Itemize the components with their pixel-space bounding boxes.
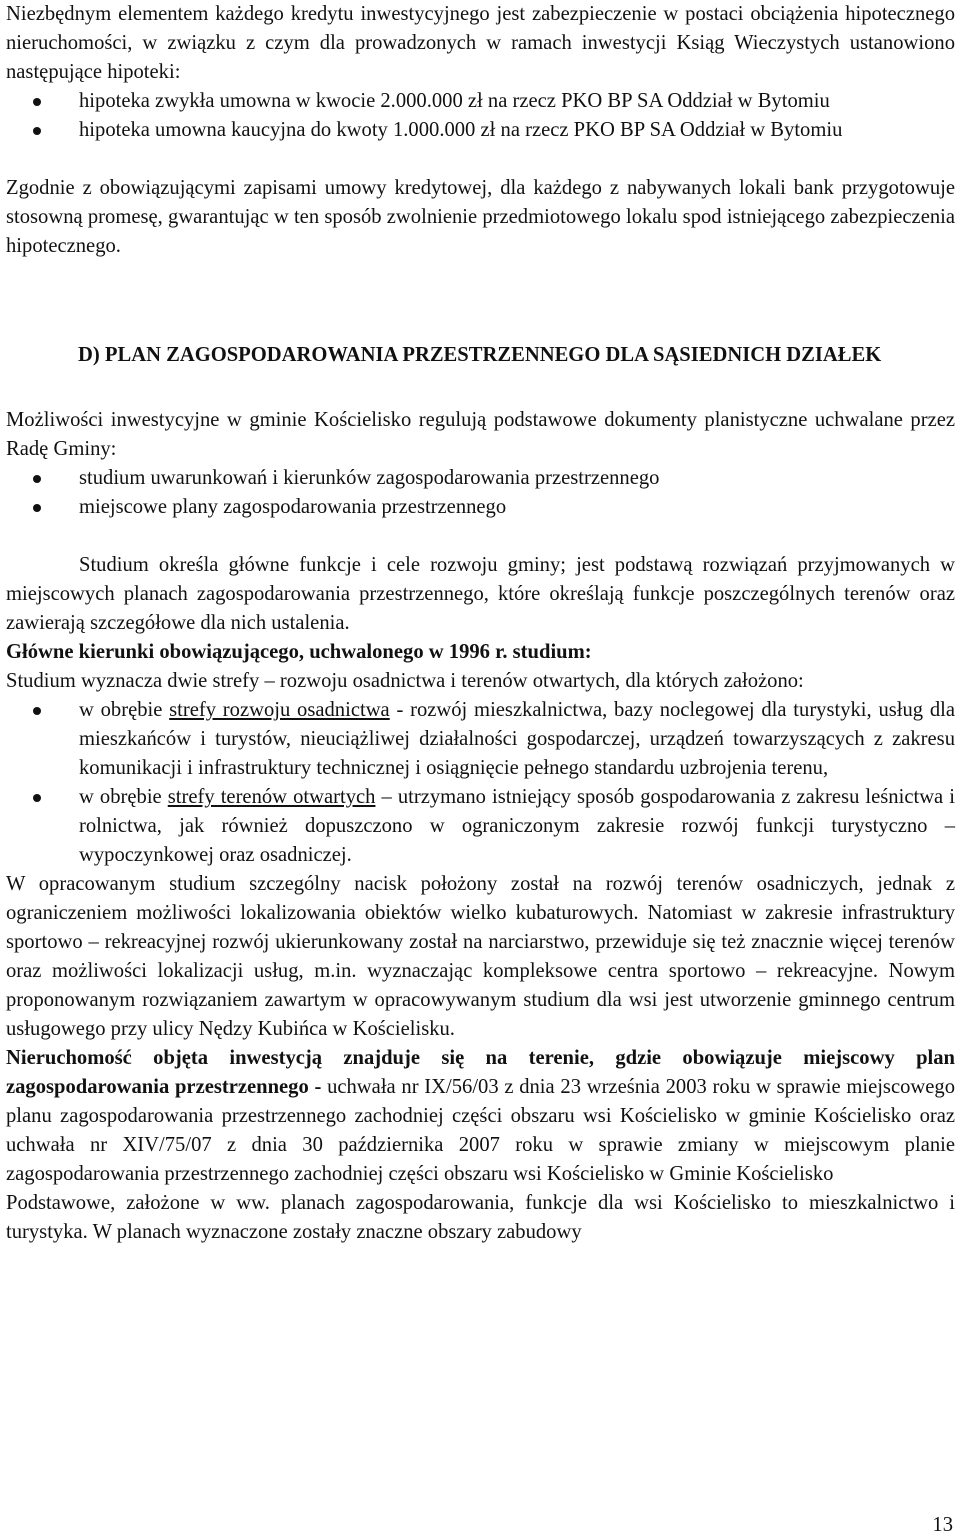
zones-list xyxy=(6,696,955,870)
emphasis-paragraph: W opracowanym studium szczególny nacisk położony został na rozwój terenów osadniczych, jednak z ograniczeniem możliwości lokalizowania obiektów wielko kubaturowych. Natomiast w zakresie infrastruktury sportowo – rekreacyjnej rozwój ukierunkowany został na narciarstwo, przewiduje się też znacznie więcej terenów oraz możliwości lokalizacji usług, m.in. wyznaczając kompleksowe centra sportowo – rekreacyjne. Nowym proponowanym rozwiązaniem zawartym w opracowywanym studium dla wsi jest utworzenie gminnego centrum usługowego przy ulicy Nędzy Kubińca w Kościelisku. xyxy=(6,873,955,1040)
list-item xyxy=(6,116,955,145)
local-plan-paragraph xyxy=(6,1044,955,1189)
main-directions-heading: Główne kierunki obowiązującego, uchwalonego w 1996 r. studium: xyxy=(6,641,592,663)
list-item-text: studium uwarunkowań i kierunków zagospodarowania przestrzennego xyxy=(79,467,660,489)
list-item xyxy=(6,783,955,870)
bullet-icon xyxy=(33,98,41,106)
zone-name: strefy rozwoju osadnictwa xyxy=(169,699,390,721)
bullet-icon xyxy=(33,707,41,715)
page-number: 13 xyxy=(932,1514,953,1536)
list-item xyxy=(6,493,955,522)
promise-paragraph: Zgodnie z obowiązującymi zapisami umowy kredytowej, dla każdego z nabywanych lokali bank przygotowuje stosowną promesę, gwarantując w ten sposób zwolnienie przedmiotowego lokalu spod istniejącego zabezpieczenia hipotecznego. xyxy=(6,177,955,257)
bullet-icon xyxy=(33,794,41,802)
zone-prefix: w obrębie xyxy=(79,786,168,808)
basics-paragraph: Podstawowe, założone w ww. planach zagospodarowania, funkcje dla wsi Kościelisko to mieszkalnictwo i turystyka. W planach wyznaczone zostały znaczne obszary zabudowy xyxy=(6,1192,955,1243)
planning-documents-list xyxy=(6,464,955,522)
list-item-text: miejscowe plany zagospodarowania przestrzennego xyxy=(79,496,507,518)
mortgage-list xyxy=(6,87,955,145)
bullet-icon xyxy=(33,504,41,512)
bullet-icon xyxy=(33,127,41,135)
zones-intro-paragraph: Studium wyznacza dwie strefy – rozwoju osadnictwa i terenów otwartych, dla których założono: xyxy=(6,670,804,692)
studium-paragraph: Studium określa główne funkcje i cele rozwoju gminy; jest podstawą rozwiązań przyjmowanych w miejscowych planach zagospodarowania przestrzennego, które określają funkcje poszczególnych terenów oraz zawierają szczegółowe dla nich ustalenia. xyxy=(6,554,955,634)
bullet-icon xyxy=(33,475,41,483)
list-item xyxy=(6,696,955,783)
local-plan-text: uchwała nr IX/56/03 z dnia 23 września 2003 roku w sprawie miejscowego planu zagospodarowania przestrzennego zachodniej części obszaru wsi Kościelisko w gminie Kościelisko oraz uchwała nr XIV/75/07 z dnia 30 października 2007 roku w sprawie zmiany w miejscowym planie zagospodarowania przestrzennego zachodniej części obszaru wsi Kościelisko w Gminie Kościelisko xyxy=(6,1076,955,1185)
document-page xyxy=(6,0,955,1247)
planning-intro-paragraph: Możliwości inwestycyjne w gminie Kościelisko regulują podstawowe dokumenty planistyczne uchwalane przez Radę Gminy: xyxy=(6,409,955,460)
list-item xyxy=(6,87,955,116)
zone-prefix: w obrębie xyxy=(79,699,170,721)
local-plan-bold-text: Nieruchomość objęta inwestycją znajduje się na terenie, gdzie obowiązuje miejscowy plan zagospodarowania przestrzennego - xyxy=(6,1047,955,1098)
intro-paragraph: Niezbędnym elementem każdego kredytu inwestycyjnego jest zabezpieczenie w postaci obciążenia hipotecznego nieruchomości, w związku z czym dla prowadzonych w ramach inwestycji Ksiąg Wieczystych ustanowiono następujące hipoteki: xyxy=(6,3,955,83)
zone-description: - rozwój mieszkalnictwa, bazy noclegowej dla turystyki, usług dla mieszkańców i turystów, nieuciążliwej działalności gospodarczej, urządzeń towarzyszących z zakresu komunikacji i infrastruktury technicznej i osiągnięcie pełnego standardu uzbrojenia terenu, xyxy=(79,699,955,779)
list-item xyxy=(6,464,955,493)
zone-description: – utrzymano istniejący sposób gospodarowania z zakresu leśnictwa i rolnictwa, jak również dopuszczono w ograniczonym zakresie rozwój funkcji turystyczno – wypoczynkowej oraz osadniczej. xyxy=(79,786,955,866)
zone-name: strefy terenów otwartych xyxy=(167,786,376,808)
list-item-text: hipoteka zwykła umowna w kwocie 2.000.000 zł na rzecz PKO BP SA Oddział w Bytomiu xyxy=(79,90,830,112)
section-heading: D) PLAN ZAGOSPODAROWANIA PRZESTRZENNEGO DLA SĄSIEDNICH DZIAŁEK xyxy=(78,344,882,366)
list-item-text: hipoteka umowna kaucyjna do kwoty 1.000.000 zł na rzecz PKO BP SA Oddział w Bytomiu xyxy=(79,119,843,141)
